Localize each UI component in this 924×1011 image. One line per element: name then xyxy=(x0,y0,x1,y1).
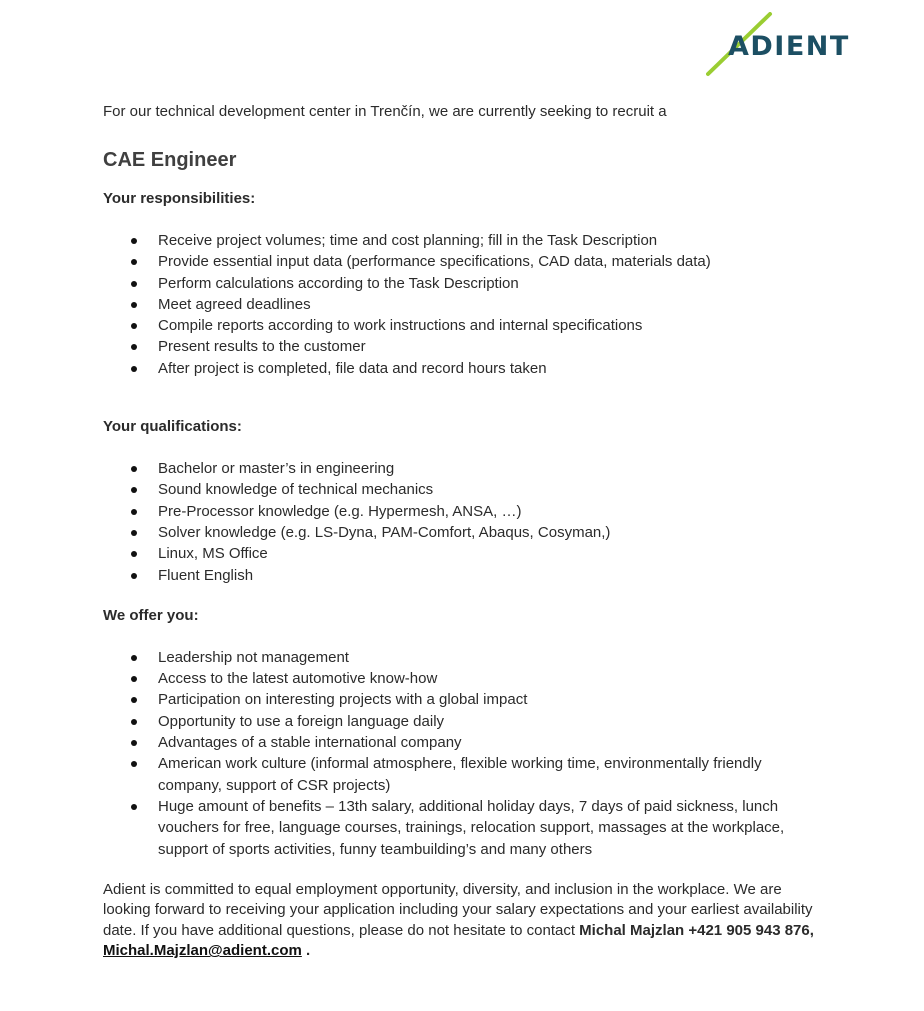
contact-name: Michal Majzlan +421 905 943 876 xyxy=(579,921,810,939)
bullet-icon xyxy=(131,530,137,536)
closing-paragraph xyxy=(103,880,823,962)
bullet-icon xyxy=(131,259,137,265)
list-item: After project is completed, file data and record hours taken xyxy=(103,358,823,379)
job-title: CAE Engineer xyxy=(103,149,237,171)
bullet-icon xyxy=(131,466,137,472)
bullet-icon xyxy=(131,302,137,308)
bullet-icon xyxy=(131,281,137,287)
offer-list xyxy=(103,647,823,860)
contact-email-link[interactable]: Michal.Majzlan@adient.com xyxy=(103,942,302,960)
list-item: Access to the latest automotive know-how xyxy=(103,668,823,689)
bullet-icon xyxy=(131,740,137,746)
bullet-icon xyxy=(131,697,137,703)
bullet-icon xyxy=(131,344,137,350)
intro-text: For our technical development center in Trenčín, we are currently seeking to recruit a xyxy=(103,103,667,120)
list-item: Receive project volumes; time and cost planning; fill in the Task Description xyxy=(103,230,823,251)
bullet-icon xyxy=(131,509,137,515)
bullet-icon xyxy=(131,573,137,579)
list-item: Meet agreed deadlines xyxy=(103,294,823,315)
bullet-icon xyxy=(131,719,137,725)
list-item: Compile reports according to work instructions and internal specifications xyxy=(103,315,823,336)
contact-separator: , xyxy=(809,921,814,939)
responsibilities-heading: Your responsibilities: xyxy=(103,190,256,207)
list-item: Participation on interesting projects with a global impact xyxy=(103,689,823,710)
bullet-icon xyxy=(131,323,137,329)
bullet-icon xyxy=(131,551,137,557)
list-item: Opportunity to use a foreign language daily xyxy=(103,711,823,732)
closing-end: . xyxy=(301,942,311,960)
list-item: Leadership not management xyxy=(103,647,823,668)
list-item: Solver knowledge (e.g. LS-Dyna, PAM-Comfort, Abaqus, Cosyman,) xyxy=(103,522,823,543)
list-item: Present results to the customer xyxy=(103,336,823,357)
logo-text: ADIENT xyxy=(728,31,850,62)
bullet-icon xyxy=(131,676,137,682)
adient-logo xyxy=(706,12,868,78)
bullet-icon xyxy=(131,366,137,372)
list-item: Sound knowledge of technical mechanics xyxy=(103,479,823,500)
list-item: Pre-Processor knowledge (e.g. Hypermesh, ANSA, …) xyxy=(103,501,823,522)
offer-heading: We offer you: xyxy=(103,606,199,624)
closing-text: Adient is committed to equal employment opportunity, diversity, and inclusion in the workplace. We are looking forward to receiving your application including your salary expectations and your earliest availability date. If you have additional questions, please do not hesitate to contact xyxy=(103,880,813,939)
job-posting xyxy=(103,101,823,962)
list-item: Fluent English xyxy=(103,565,823,586)
bullet-icon xyxy=(131,761,137,767)
bullet-icon xyxy=(131,655,137,661)
bullet-icon xyxy=(131,487,137,493)
list-item: Linux, MS Office xyxy=(103,543,823,564)
list-item: American work culture (informal atmosphere, flexible working time, environmentally friendly company, support of CSR projects) xyxy=(103,753,823,796)
responsibilities-list xyxy=(103,230,823,379)
list-item: Huge amount of benefits – 13th salary, additional holiday days, 7 days of paid sickness, lunch vouchers for free, language courses, trainings, relocation support, massages at the workplace, support of sports activities, funny teambuilding’s and many others xyxy=(103,796,823,860)
list-item: Bachelor or master’s in engineering xyxy=(103,458,823,479)
list-item: Advantages of a stable international company xyxy=(103,732,823,753)
bullet-icon xyxy=(131,804,137,810)
qualifications-heading: Your qualifications: xyxy=(103,418,242,436)
list-item: Provide essential input data (performance specifications, CAD data, materials data) xyxy=(103,251,823,272)
qualifications-list xyxy=(103,458,823,586)
bullet-icon xyxy=(131,238,137,244)
list-item: Perform calculations according to the Task Description xyxy=(103,273,823,294)
